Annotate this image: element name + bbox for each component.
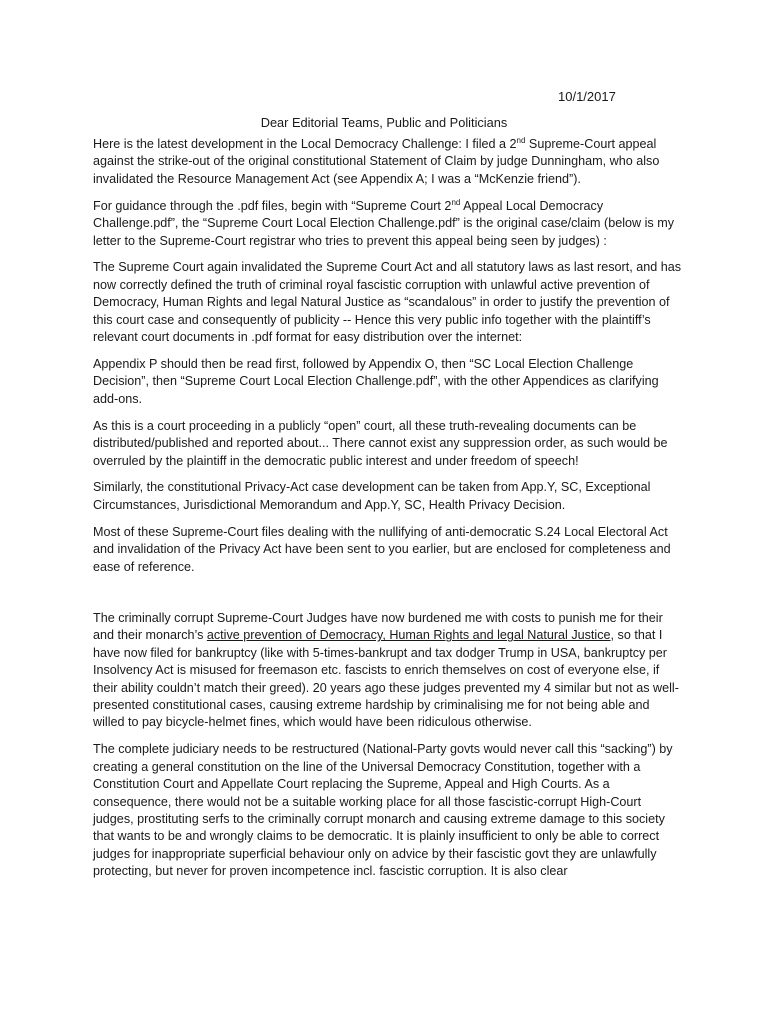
paragraph-costs-bankruptcy: The criminally corrupt Supreme-Court Judges have now burdened me with costs to punish me for their and their monarch’s active prevention of Democracy, Human Rights and legal Natural Justice, so that I have now filed for bankruptcy (like with 5-times-bankrupt and tax dodger Trump in USA, bankruptcy per Insolvency Act is misused for freemason etc. fascists to enrich themselves on cost of everyone else, if their ability couldn’t match their greed). 20 years ago these judges prevented my 4 similar but not as well-presented constitutional cases, causing extreme hardship by criminalising me for not being able and willed to pay bicycle-helmet fines, which would have been ridiculous otherwise. (93, 610, 679, 730)
paragraph-reading-order: Appendix P should then be read first, followed by Appendix O, then “SC Local Election Challenge Decision”, then “Supreme Court Local Election Challenge.pdf”, with the other Appendices as clarifying add-ons. (93, 356, 659, 406)
underlined-phrase: active prevention of Democracy, Human Rights and legal Natural Justice (206, 628, 611, 643)
paragraph-earlier-files: Most of these Supreme-Court files dealing with the nullifying of anti-democratic S.24 Local Electoral Act and invalidation of the Privacy Act have been sent to you earlier, but are enclosed for completeness and ease of reference. (93, 524, 671, 574)
paragraph-privacy-act: Similarly, the constitutional Privacy-Act case development can be taken from App.Y, SC, Exceptional Circumstances, Jurisdictional Memorandum and App.Y, SC, Health Privacy Decision. (93, 480, 651, 512)
letter-salutation: Dear Editorial Teams, Public and Politicians (260, 115, 508, 130)
paragraph-appeal-filed: Here is the latest development in the Local Democracy Challenge: I filed a 2nd Supreme-Court appeal against the strike-out of the original constitutional Statement of Claim by judge Dunningham, who also invalidated the Resource Management Act (see Appendix A; I was a “McKenzie friend”). (93, 135, 660, 186)
letter-date: 10/1/2017 (558, 89, 616, 104)
paragraph-judiciary-restructure: The complete judiciary needs to be restructured (National-Party govts would never call this “sacking”) by creating a general constitution on the line of the Universal Democracy Constitution, together with a Constitution Court and Appellate Court replacing the Supreme, Appeal and High Courts. As a consequence, there would not be a suitable working place for all those fascistic-corrupt High-Court judges, prostituting serfs to the criminally corrupt monarch and causing extreme damage to this society that wants to be and wrongly claims to be democratic. It is plainly insufficient to only be able to correct judges for inappropriate superficial behaviour only on advice by their fascistic govt they are unlawfully protecting, but never for proven incompetence incl. fascistic corruption. It is also clear (93, 742, 673, 879)
paragraph-supreme-court: The Supreme Court again invalidated the Supreme Court Act and all statutory laws as last resort, and has now correctly defined the truth of criminal royal fascistic corruption with unlawful active prevention of Democracy, Human Rights and legal Natural Justice as “scandalous” in order to justify the prevention of this court case and consequently of publicity -- Hence this very public info together with the plaintiff’s relevant court documents in .pdf format for easy distribution over the internet: (93, 260, 682, 345)
paragraph-open-court: As this is a court proceeding in a publicly “open” court, all these truth-revealing documents can be distributed/published and reported about... There cannot exist any suppression order, as such would be overruled by the plaintiff in the democratic public interest and under freedom of speech! (93, 418, 668, 468)
letter-body (93, 136, 683, 890)
paragraph-pdf-guidance: For guidance through the .pdf files, begin with “Supreme Court 2nd Appeal Local Democracy Challenge.pdf”, the “Supreme Court Local Election Challenge.pdf” is the original case/claim (below is my letter to the Supreme-Court registrar who tries to prevent this appeal being seen by judges) : (93, 197, 674, 248)
